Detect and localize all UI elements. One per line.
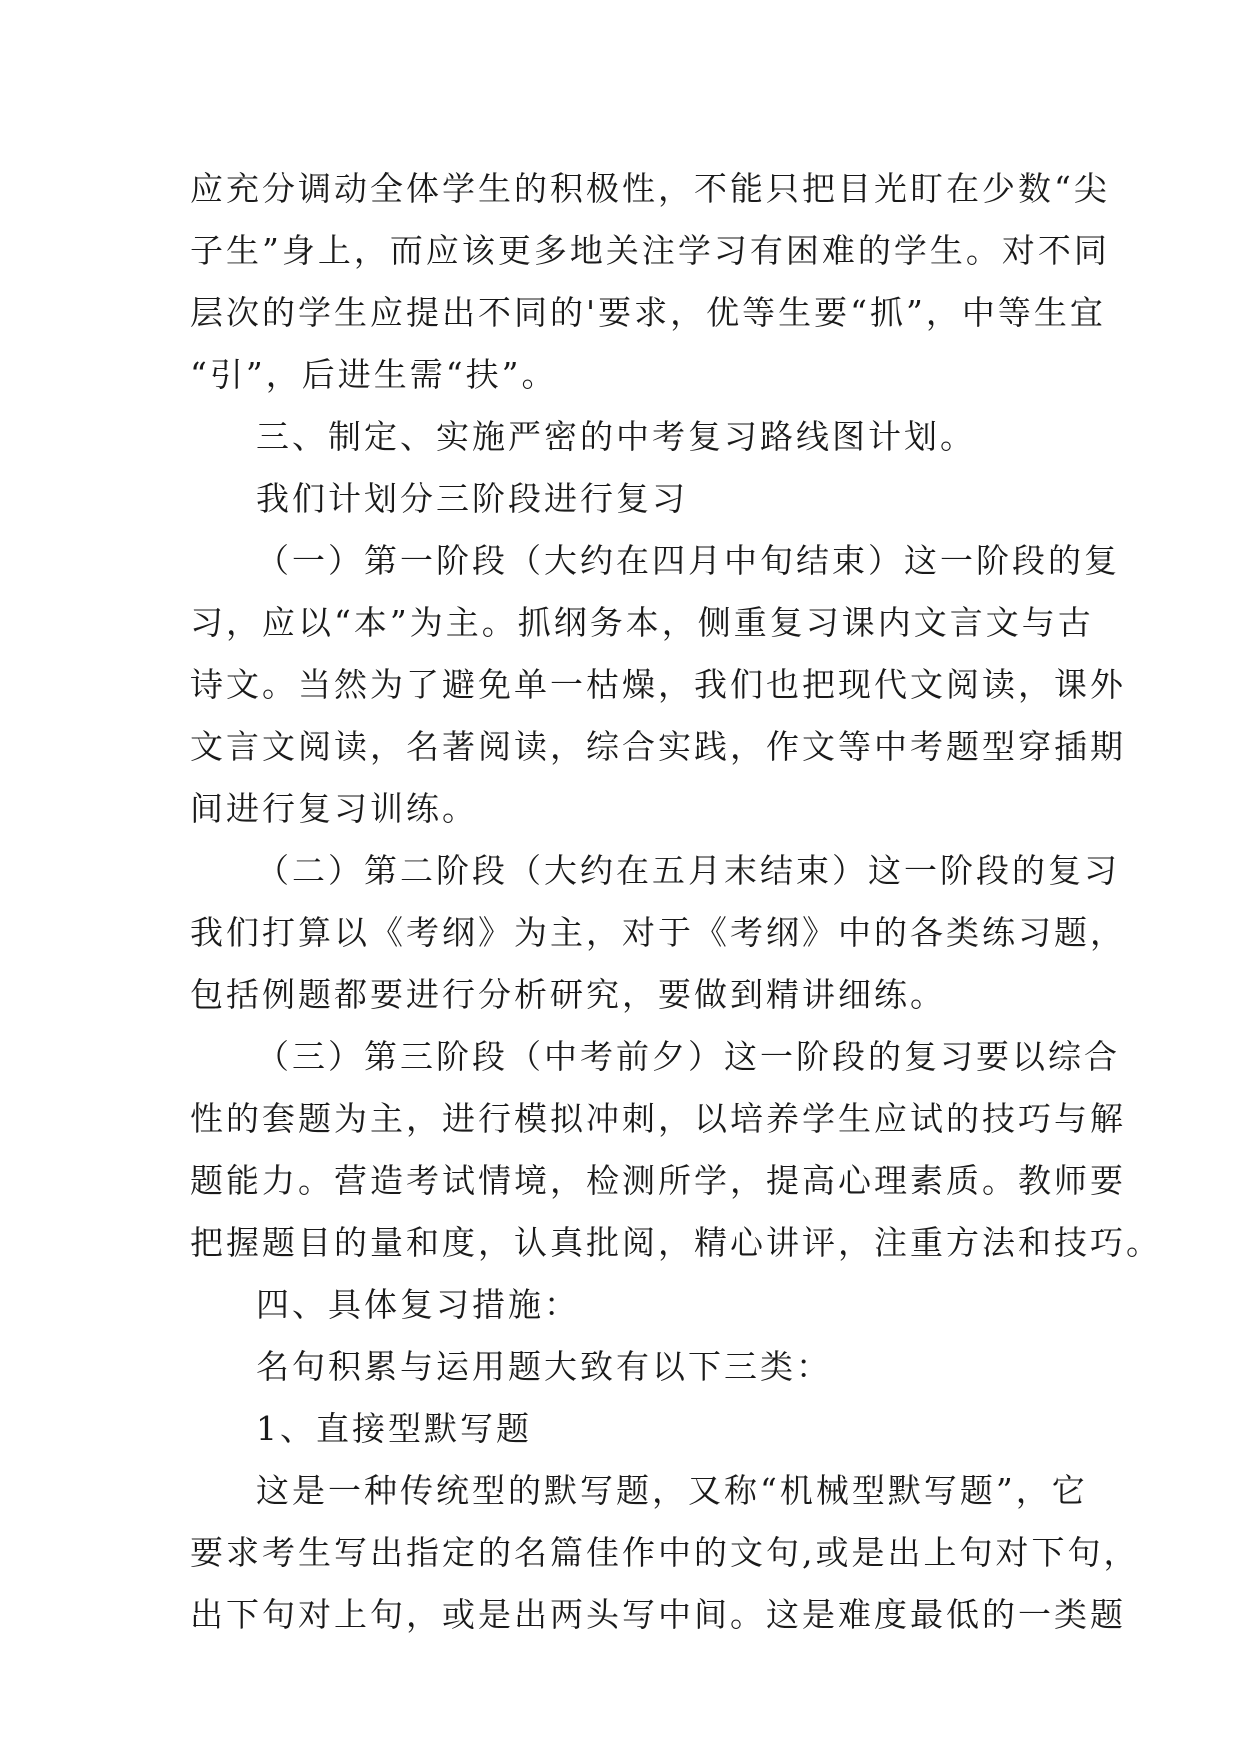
text-line: 我们计划分三阶段进行复习 <box>256 479 688 518</box>
text-line: （三）第三阶段（中考前夕）这一阶段的复习要以综合 <box>256 1037 1120 1076</box>
text-line: 包括例题都要进行分析研究，要做到精讲细练。 <box>190 975 946 1014</box>
text-line: 这是一种传统型的默写题，又称“机械型默写题”，它 <box>256 1471 1088 1510</box>
text-line: “引”，后进生需“扶”。 <box>190 355 558 394</box>
text-line: 文言文阅读，名著阅读，综合实践，作文等中考题型穿插期 <box>190 727 1126 766</box>
text-line: 习，应以“本”为主。抓纲务本，侧重复习课内文言文与古 <box>190 603 1094 642</box>
text-line: 1、直接型默写题 <box>256 1409 532 1448</box>
text-line: 四、具体复习措施： <box>256 1285 580 1324</box>
text-line: 层次的学生应提出不同的'要求，优等生要“抓”，中等生宜 <box>190 293 1106 332</box>
text-line: 名句积累与运用题大致有以下三类： <box>256 1347 832 1386</box>
text-line: 我们打算以《考纲》为主，对于《考纲》中的各类练习题， <box>190 913 1126 952</box>
text-line: （二）第二阶段（大约在五月末结束）这一阶段的复习 <box>256 851 1120 890</box>
text-line: 把握题目的量和度，认真批阅，精心讲评，注重方法和技巧。 <box>190 1223 1162 1262</box>
text-line: 子生”身上，而应该更多地关注学习有困难的学生。对不同 <box>190 231 1110 270</box>
text-line: 性的套题为主，进行模拟冲刺，以培养学生应试的技巧与解 <box>190 1099 1126 1138</box>
text-line: （一）第一阶段（大约在四月中旬结束）这一阶段的复 <box>256 541 1120 580</box>
text-line: 诗文。当然为了避免单一枯燥，我们也把现代文阅读，课外 <box>190 665 1126 704</box>
text-line: 间进行复习训练。 <box>190 789 478 828</box>
document-body <box>190 158 1162 1646</box>
text-line: 应充分调动全体学生的积极性，不能只把目光盯在少数“尖 <box>190 169 1110 208</box>
text-line: 出下句对上句，或是出两头写中间。这是难度最低的一类题 <box>190 1595 1126 1634</box>
text-line: 三、制定、实施严密的中考复习路线图计划。 <box>256 417 976 456</box>
text-line: 题能力。营造考试情境，检测所学，提高心理素质。教师要 <box>190 1161 1126 1200</box>
text-line: 要求考生写出指定的名篇佳作中的文句,或是出上句对下句， <box>190 1533 1140 1572</box>
